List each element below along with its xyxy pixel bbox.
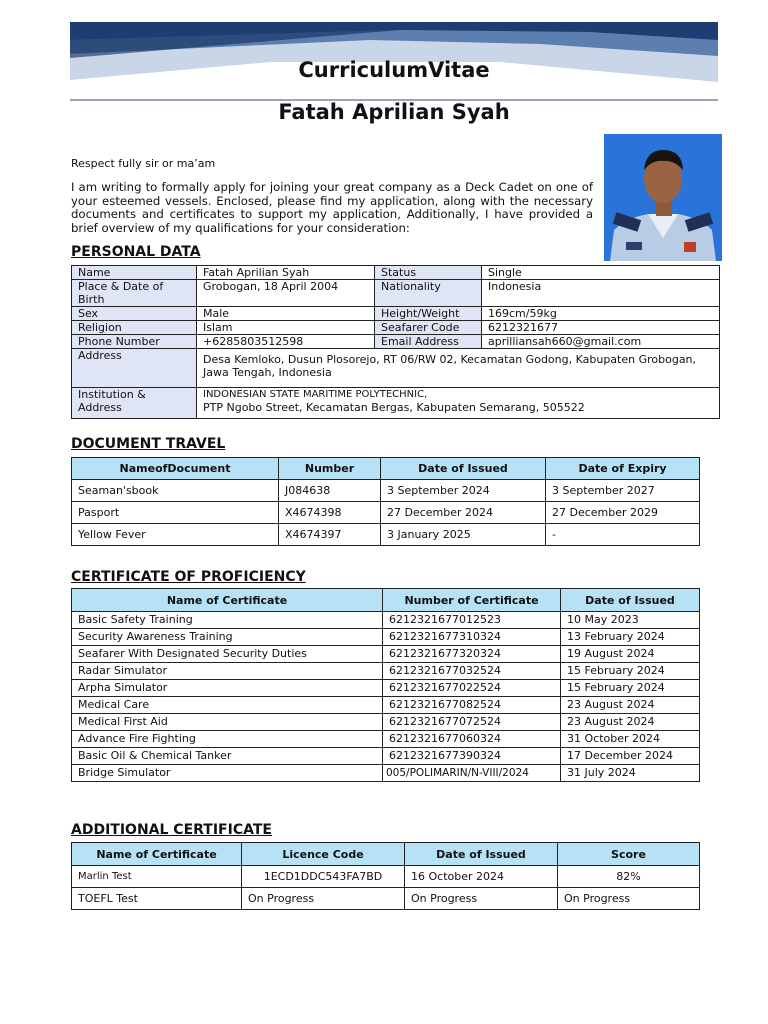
document-travel-heading: DOCUMENT TRAVEL	[71, 436, 226, 452]
table-cell: 27 December 2029	[546, 502, 700, 524]
table-cell: On Progress	[405, 888, 558, 910]
table-cell: 6212321677320324	[383, 646, 561, 663]
table-cell: X4674397	[279, 524, 381, 546]
height-weight-value: 169cm/59kg	[482, 307, 720, 321]
table-row	[72, 335, 720, 349]
table-row	[72, 866, 700, 888]
table-cell: 1ECD1DDC543FA7BD	[242, 866, 405, 888]
table-row	[72, 663, 700, 680]
table-row	[72, 388, 720, 419]
table-cell: 17 December 2024	[561, 748, 700, 765]
table-row	[72, 888, 700, 910]
table-row	[72, 266, 720, 280]
column-header: Date of Expiry	[546, 458, 700, 480]
table-row	[72, 731, 700, 748]
table-cell: 10 May 2023	[561, 612, 700, 629]
institution-address: PTP Ngobo Street, Kecamatan Bergas, Kabupaten Semarang, 505522	[203, 401, 585, 414]
table-cell: 6212321677032524	[383, 663, 561, 680]
column-header: Name of Certificate	[72, 589, 383, 612]
table-header-row	[72, 458, 700, 480]
birth-value: Grobogan, 18 April 2004	[197, 280, 375, 307]
table-row	[72, 280, 720, 307]
table-cell: 6212321677390324	[383, 748, 561, 765]
table-cell: 31 October 2024	[561, 731, 700, 748]
table-cell: 6212321677022524	[383, 680, 561, 697]
table-cell: 6212321677082524	[383, 697, 561, 714]
table-cell: Security Awareness Training	[72, 629, 383, 646]
table-cell: X4674398	[279, 502, 381, 524]
table-cell: 23 August 2024	[561, 714, 700, 731]
table-cell: Medical Care	[72, 697, 383, 714]
religion-label: Religion	[72, 321, 197, 335]
document-title: CurriculumVitae	[298, 58, 490, 82]
address-value: Desa Kemloko, Dusun Plosorejo, RT 06/RW 02, Kecamatan Godong, Kabupaten Grobogan, Jawa Tengah, Indonesia	[197, 349, 720, 388]
institution-name: INDONESIAN STATE MARITIME POLYTECHNIC,	[203, 389, 428, 400]
column-header: Score	[558, 843, 700, 866]
institution-value	[197, 388, 720, 419]
status-label: Status	[375, 266, 482, 280]
proficiency-heading: CERTIFICATE OF PROFICIENCY	[71, 569, 306, 585]
table-cell: J084638	[279, 480, 381, 502]
additional-certificate-table	[71, 842, 700, 910]
table-cell: 6212321677012523	[383, 612, 561, 629]
name-label: Name	[72, 266, 197, 280]
sex-label: Sex	[72, 307, 197, 321]
table-cell: 3 September 2024	[381, 480, 546, 502]
table-cell: On Progress	[558, 888, 700, 910]
personal-data-table	[71, 265, 720, 419]
table-cell: 15 February 2024	[561, 680, 700, 697]
applicant-photo	[604, 134, 722, 261]
table-row	[72, 480, 700, 502]
nationality-label: Nationality	[375, 280, 482, 307]
table-row	[72, 714, 700, 731]
column-header: Date of Issued	[561, 589, 700, 612]
table-row	[72, 502, 700, 524]
table-cell: 15 February 2024	[561, 663, 700, 680]
table-cell: 19 August 2024	[561, 646, 700, 663]
status-value: Single	[482, 266, 720, 280]
table-cell: 6212321677072524	[383, 714, 561, 731]
table-cell: Basic Safety Training	[72, 612, 383, 629]
applicant-name: Fatah Aprilian Syah	[278, 100, 510, 124]
cover-letter-text: I am writing to formally apply for joining your great company as a Deck Cadet on one of your esteemed vessels. Enclosed, please find my application, along with the necessary documents and certificates to support my application, Additionally, I have provided a brief overview of my qualifications for your consideration:	[71, 180, 593, 235]
greeting: Respect fully sir or ma’am	[71, 157, 216, 170]
document-travel-table	[71, 457, 700, 546]
table-cell: Pasport	[72, 502, 279, 524]
email-label: Email Address	[375, 335, 482, 349]
table-cell: Seafarer With Designated Security Duties	[72, 646, 383, 663]
table-cell: 005/POLIMARIN/N-VIII/2024	[383, 765, 561, 782]
table-cell: Basic Oil & Chemical Tanker	[72, 748, 383, 765]
table-cell: 6212321677060324	[383, 731, 561, 748]
email-value: aprilliansah660@gmail.com	[482, 335, 720, 349]
table-row	[72, 612, 700, 629]
name-value: Fatah Aprilian Syah	[197, 266, 375, 280]
table-cell: Marlin Test	[72, 866, 242, 888]
table-cell: On Progress	[242, 888, 405, 910]
table-cell: 27 December 2024	[381, 502, 546, 524]
table-row	[72, 680, 700, 697]
table-row	[72, 748, 700, 765]
table-cell: Radar Simulator	[72, 663, 383, 680]
institution-label: Institution & Address	[72, 388, 197, 419]
table-row	[72, 646, 700, 663]
seafarer-code-value: 6212321677	[482, 321, 720, 335]
address-label: Address	[72, 349, 197, 388]
table-cell: TOEFL Test	[72, 888, 242, 910]
table-cell: Seaman'sbook	[72, 480, 279, 502]
phone-value: +6285803512598	[197, 335, 375, 349]
table-header-row	[72, 843, 700, 866]
personal-data-heading: PERSONAL DATA	[71, 244, 201, 260]
column-header: Number	[279, 458, 381, 480]
sex-value: Male	[197, 307, 375, 321]
table-row	[72, 629, 700, 646]
table-cell: 13 February 2024	[561, 629, 700, 646]
table-cell: Bridge Simulator	[72, 765, 383, 782]
phone-label: Phone Number	[72, 335, 197, 349]
column-header: NameofDocument	[72, 458, 279, 480]
table-row	[72, 307, 720, 321]
table-row	[72, 697, 700, 714]
table-cell: 31 July 2024	[561, 765, 700, 782]
table-cell: -	[546, 524, 700, 546]
table-row	[72, 524, 700, 546]
additional-certificate-heading: ADDITIONAL CERTIFICATE	[71, 822, 272, 838]
table-cell: Yellow Fever	[72, 524, 279, 546]
table-cell: Advance Fire Fighting	[72, 731, 383, 748]
table-row	[72, 349, 720, 388]
table-cell: Medical First Aid	[72, 714, 383, 731]
table-row	[72, 765, 700, 782]
table-header-row	[72, 589, 700, 612]
nationality-value: Indonesia	[482, 280, 720, 307]
table-cell: Arpha Simulator	[72, 680, 383, 697]
table-cell: 82%	[558, 866, 700, 888]
religion-value: Islam	[197, 321, 375, 335]
column-header: Date of Issued	[381, 458, 546, 480]
column-header: Licence Code	[242, 843, 405, 866]
column-header: Date of Issued	[405, 843, 558, 866]
proficiency-table	[71, 588, 700, 782]
column-header: Name of Certificate	[72, 843, 242, 866]
birth-label: Place & Date of Birth	[72, 280, 197, 307]
height-weight-label: Height/Weight	[375, 307, 482, 321]
table-cell: 23 August 2024	[561, 697, 700, 714]
table-cell: 3 January 2025	[381, 524, 546, 546]
seafarer-code-label: Seafarer Code	[375, 321, 482, 335]
table-cell: 3 September 2027	[546, 480, 700, 502]
column-header: Number of Certificate	[383, 589, 561, 612]
table-cell: 6212321677310324	[383, 629, 561, 646]
table-cell: 16 October 2024	[405, 866, 558, 888]
table-row	[72, 321, 720, 335]
